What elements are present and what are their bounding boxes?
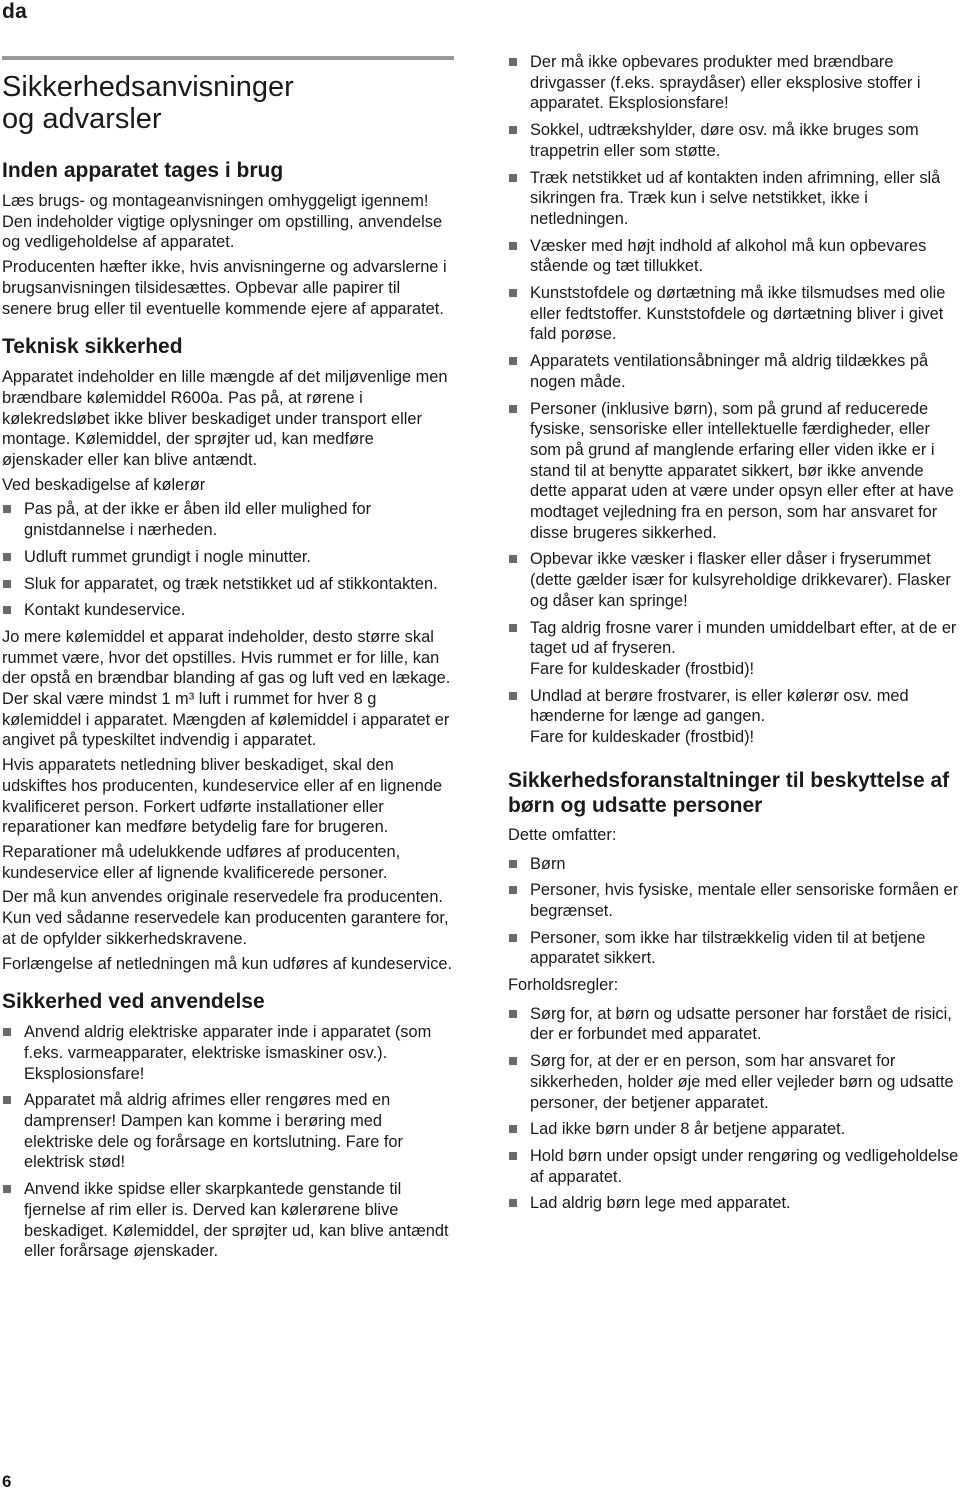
paragraph: Producenten hæfter ikke, hvis anvisningerne og advarslerne i brugsanvisningen tilsidesættes. Opbevar alle papirer til senere brug eller til eventuelle kommende ejere af apparatet. xyxy=(2,258,447,318)
title-rule xyxy=(2,56,454,60)
paragraph: Forlængelse af netledningen må kun udføres af kundeservice. xyxy=(2,954,453,973)
list-item: Apparatet må aldrig afrimes eller rengøres med en damprenser! Dampen kan komme i berøring med elektriske dele og forårsage en kortslutning. Fare for elektrisk stød! xyxy=(2,1090,454,1173)
list-item: Der må ikke opbevares produkter med brændbare drivgasser (f.eks. spraydåser) eller eksplosive stoffer i apparatet. Eksplosionsfare! xyxy=(508,52,960,114)
list-item-warning: Fare for kuldeskader (frostbid)! xyxy=(530,659,755,678)
list-item: Børn xyxy=(508,854,960,875)
page-title-line-2: og advarsler xyxy=(2,103,162,135)
list-item: Væsker med højt indhold af alkohol må kun opbevares stående og tæt tillukket. xyxy=(508,236,960,277)
paragraph-part: Jo mere kølemiddel et apparat indeholder, desto større skal rummet være, hvor det opstilles. Hvis rummet er for lille, kan der opstå en brændbar blanding af gas og luft ved en lækage. xyxy=(2,627,451,688)
paragraph xyxy=(2,627,454,751)
bullet-list xyxy=(2,499,454,621)
list-item: Lad aldrig børn lege med apparatet. xyxy=(508,1193,960,1214)
list-item-text: Undlad at berøre frostvarer, is eller kølerør osv. med hænderne for længe ad gangen. xyxy=(530,686,909,726)
list-item: Anvend ikke spidse eller skarpkantede genstande til fjernelse af rim eller is. Derved kan kølerørene blive beskadiget. Kølemiddel, der sprøjter ud, kan blive antændt eller forårsage øjenskader. xyxy=(2,1179,454,1262)
page-number: 6 xyxy=(2,1472,12,1491)
list-item: Sluk for apparatet, og træk netstikket ud af stikkontakten. xyxy=(2,574,454,595)
list-item-warning: Fare for kuldeskader (frostbid)! xyxy=(530,728,755,747)
section-heading-before-use: Inden apparatet tages i brug xyxy=(2,159,284,182)
list-item: Apparatets ventilationsåbninger må aldrig tildækkes på nogen måde. xyxy=(508,351,960,392)
language-code: da xyxy=(2,0,28,23)
list-item: Lad ikke børn under 8 år betjene apparatet. xyxy=(508,1119,960,1140)
list-item: Anvend aldrig elektriske apparater inde i apparatet (som f.eks. varmeapparater, elektriske ismaskiner osv.). Eksplosionsfare! xyxy=(2,1022,454,1084)
bullet-list xyxy=(508,52,960,748)
paragraph: Forholdsregler: xyxy=(508,976,619,995)
list-item xyxy=(508,686,960,748)
section-heading-technical-safety: Teknisk sikkerhed xyxy=(2,335,183,359)
list-item: Hold børn under opsigt under rengøring og vedligeholdelse af apparatet. xyxy=(508,1146,960,1187)
paragraph: Læs brugs- og montageanvisningen omhyggeligt igennem! Den indeholder vigtige oplysninger om opstilling, anvendelse og vedligeholdelse af apparatet. xyxy=(2,192,443,252)
paragraph: Dette omfatter: xyxy=(508,825,617,844)
paragraph: Reparationer må udelukkende udføres af producenten, kundeservice eller af lignende kvalificerede personer. xyxy=(2,842,401,882)
list-item: Sørg for, at der er en person, som har ansvaret for sikkerheden, holder øje med eller vejleder børn og udsatte personer, der betjener apparatet. xyxy=(508,1051,960,1113)
paragraph: Hvis apparatets netledning bliver beskadiget, skal den udskiftes hos producenten, kundeservice eller af en lignende kvalificeret person. Forkert udførte installationer eller reparationer kan medføre betydelig fare for brugeren. xyxy=(2,756,443,837)
left-column xyxy=(2,56,454,1268)
page-title-line-1: Sikkerhedsanvisninger xyxy=(2,71,294,103)
list-item xyxy=(508,618,960,680)
list-item: Sokkel, udtrækshylder, døre osv. må ikke bruges som trappetrin eller som støtte. xyxy=(508,120,960,161)
list-item-text: Tag aldrig frosne varer i munden umiddelbart efter, at de er taget ud af fryseren. xyxy=(530,618,957,658)
section-heading-safe-use: Sikkerhed ved anvendelse xyxy=(2,990,265,1014)
list-item: Personer, hvis fysiske, mentale eller sensoriske formåen er begrænset. xyxy=(508,880,960,921)
list-item: Personer, som ikke har tilstrækkelig viden til at betjene apparatet sikkert. xyxy=(508,928,960,969)
list-item: Sørg for, at børn og udsatte personer har forstået de risici, der er forbundet med apparatet. xyxy=(508,1004,960,1045)
paragraph: Apparatet indeholder en lille mængde af det miljøvenlige men brændbare kølemiddel R600a. Pas på, at rørene i kølekredsløbet ikke bliver beskadiget under transport eller montage. Kølemiddel, der sprøjter ud, kan medføre øjenskader eller kan blive antændt. xyxy=(2,368,448,470)
list-item: Kontakt kundeservice. xyxy=(2,600,454,621)
paragraph: Der må kun anvendes originale reservedele fra producenten. Kun ved sådanne reservedele kan producenten garantere for, at de opfylder sikkerhedskravene. xyxy=(2,888,449,948)
bullet-list xyxy=(508,1004,960,1214)
list-item: Pas på, at der ikke er åben ild eller mulighed for gnistdannelse i nærheden. xyxy=(2,499,454,540)
list-item: Udluft rummet grundigt i nogle minutter. xyxy=(2,547,454,568)
list-item: Personer (inklusive børn), som på grund af reducerede fysiske, sensoriske eller intellektuelle færdigheder, eller som på grund af manglende erfaring eller viden ikke er i stand til at benytte apparatet sikkert, bør ikke anvende dette apparat uden at være under opsyn eller efter at have modtaget vejledning fra en person, som har ansvaret for disse brugeres sikkerhed. xyxy=(508,399,960,544)
list-item: Opbevar ikke væsker i flasker eller dåser i fryserummet (dette gælder især for kulsyreholdige drikkevarer). Flasker og dåser kan springe! xyxy=(508,549,960,611)
paragraph-part: Der skal være mindst 1 m³ luft i rummet for hver 8 g kølemiddel i apparatet. Mængden af kølemiddel i apparatet er angivet på typeskiltet indvendig i apparatet. xyxy=(2,690,450,750)
right-column xyxy=(508,52,960,1220)
bullet-list xyxy=(2,1022,454,1262)
list-item: Træk netstikket ud af kontakten inden afrimning, eller slå sikringen fra. Træk kun i selve netstikket, ikke i netledningen. xyxy=(508,168,960,230)
list-item: Kunststofdele og dørtætning må ikke tilsmudses med olie eller fedtstoffer. Kunststofdele og dørtætning bliver i givet fald porøse. xyxy=(508,283,960,345)
bullet-list xyxy=(508,854,960,970)
section-heading-child-protection: Sikkerhedsforanstaltninger til beskyttelse af børn og udsatte personer xyxy=(508,768,950,817)
page-title xyxy=(2,71,454,135)
paragraph: Ved beskadigelse af kølerør xyxy=(2,475,206,494)
